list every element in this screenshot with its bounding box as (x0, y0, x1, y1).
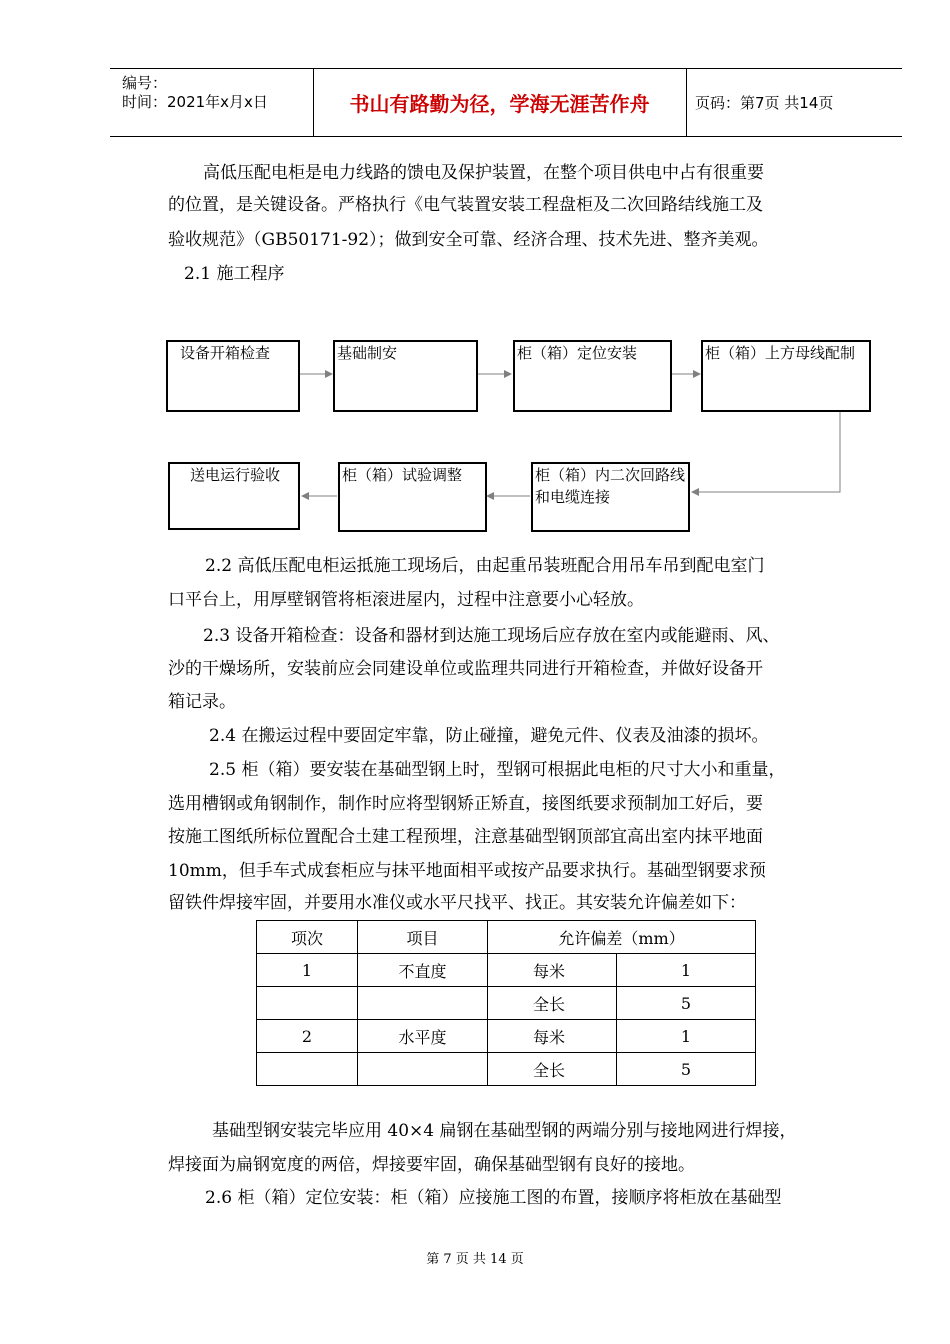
table-cell: 每米 (488, 954, 617, 987)
flow-connectors (0, 0, 950, 540)
p2-5-line-1: 2.5 柜（箱）要安装在基础型钢上时，型钢可根据此电柜的尺寸大小和重量， (209, 760, 786, 780)
table-cell (358, 987, 488, 1020)
page-footer: 第 7 页 共 14 页 (426, 1252, 524, 1267)
table-header-row (257, 921, 756, 954)
header-motto: 书山有路勤为径，学海无涯苦作舟 (349, 91, 650, 116)
header-time-label: 时间：2021年x月x日 (122, 93, 268, 111)
flow-step-7-label: 送电运行验收 (190, 466, 281, 484)
table-cell (257, 987, 358, 1020)
p2-3-line-2: 沙的干燥场所，安装前应会同建设单位或监理共同进行开箱检查，并做好设备开 (168, 659, 763, 679)
table-header-cell: 允许偏差（mm） (488, 921, 756, 954)
table-header-cell: 项目 (358, 921, 488, 954)
table-cell: 每米 (488, 1020, 617, 1053)
table-row (257, 954, 756, 987)
table-row (257, 1020, 756, 1053)
p2-3-line-1: 2.3 设备开箱检查：设备和器材到达施工现场后应存放在室内或能避雨、风、 (203, 626, 780, 646)
p2-3-line-3: 箱记录。 (168, 692, 236, 712)
p2-5-line-2: 选用槽钢或角钢制作，制作时应将型钢矫正矫直，接图纸要求预制加工好后，要 (168, 794, 763, 814)
table-row (257, 987, 756, 1020)
table-header-cell: 项次 (257, 921, 358, 954)
flow-step-3 (513, 340, 672, 412)
flow-step-2-label: 基础制安 (337, 344, 398, 362)
table-cell: 1 (617, 954, 756, 987)
section-2-1-heading: 2.1 施工程序 (184, 264, 285, 284)
flow-step-6 (338, 462, 487, 532)
p2-6-line: 2.6 柜（箱）定位安装：柜（箱）应接施工图的布置，接顺序将柜放在基础型 (205, 1188, 782, 1208)
ground-line-1: 基础型钢安装完毕应用 40×4 扁钢在基础型钢的两端分别与接地网进行焊接， (212, 1121, 797, 1141)
p2-5-line-4: 10mm，但手车式成套柜应与抹平地面相平或按产品要求执行。基础型钢要求预 (168, 861, 766, 881)
intro-line-3: 验收规范》（GB50171-92）；做到安全可靠、经济合理、技术先进、整齐美观。 (168, 230, 769, 250)
flow-step-6-label: 柜（箱）试验调整 (342, 466, 463, 484)
flow-step-1 (166, 340, 300, 412)
table-cell: 全长 (488, 987, 617, 1020)
table-cell: 5 (617, 987, 756, 1020)
ground-line-2: 焊接面为扁钢宽度的两倍，焊接要牢固，确保基础型钢有良好的接地。 (168, 1155, 695, 1175)
table-cell (358, 1053, 488, 1086)
table-cell: 2 (257, 1020, 358, 1053)
flow-step-5-label: 柜（箱）内二次回路线和电缆连接 (535, 466, 686, 506)
table-cell: 5 (617, 1053, 756, 1086)
table-cell (257, 1053, 358, 1086)
flow-step-2 (333, 340, 478, 412)
header-number-label: 编号： (122, 74, 168, 92)
p2-4-line: 2.4 在搬运过程中要固定牢靠，防止碰撞，避免元件、仪表及油漆的损坏。 (209, 726, 769, 746)
header-page-info: 页码：第7页 共14页 (695, 94, 834, 112)
arrow-4-5 (692, 412, 840, 492)
flow-step-4 (701, 340, 871, 412)
flow-step-1-label: 设备开箱检查 (180, 344, 271, 362)
flow-step-4-label: 柜（箱）上方母线配制 (705, 344, 856, 362)
table-row (257, 1053, 756, 1086)
tolerance-table (256, 920, 756, 1086)
flow-step-5 (531, 462, 690, 532)
table-cell: 1 (617, 1020, 756, 1053)
intro-line-1: 高低压配电柜是电力线路的馈电及保护装置，在整个项目供电中占有很重要 (203, 163, 764, 183)
table-cell: 不直度 (358, 954, 488, 987)
p2-5-line-5: 留铁件焊接牢固，并要用水准仪或水平尺找平、找正。其安装允许偏差如下： (168, 893, 746, 913)
flow-step-3-label: 柜（箱）定位安装 (517, 344, 638, 362)
table-cell: 全长 (488, 1053, 617, 1086)
table-cell: 水平度 (358, 1020, 488, 1053)
p2-2-line-1: 2.2 高低压配电柜运抵施工现场后，由起重吊装班配合用吊车吊到配电室门 (205, 556, 765, 576)
intro-line-2: 的位置，是关键设备。严格执行《电气装置安装工程盘柜及二次回路结线施工及 (168, 195, 763, 215)
flow-step-7 (168, 462, 300, 530)
p2-5-line-3: 按施工图纸所标位置配合土建工程预埋，注意基础型钢顶部宜高出室内抹平地面 (168, 827, 763, 847)
table-cell: 1 (257, 954, 358, 987)
p2-2-line-2: 口平台上，用厚壁钢管将柜滚进屋内，过程中注意要小心轻放。 (168, 590, 644, 610)
